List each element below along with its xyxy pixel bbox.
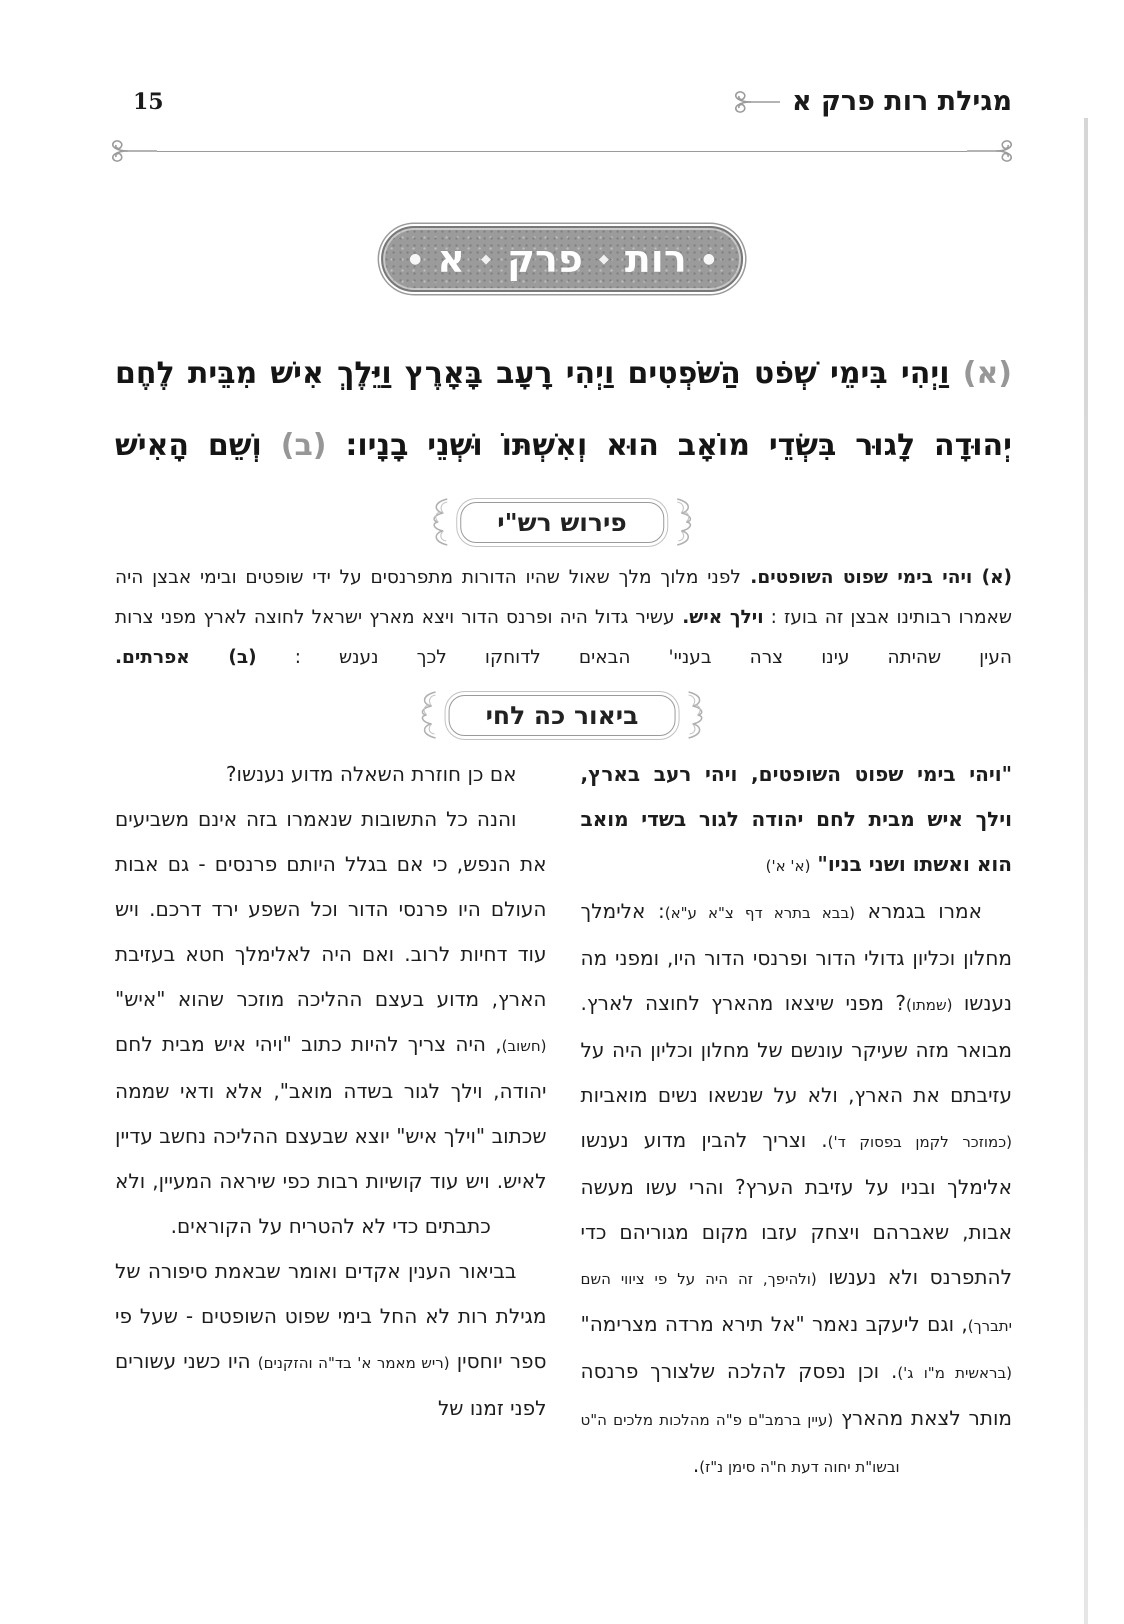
commentary-columns bbox=[115, 752, 1012, 1490]
divider-rule bbox=[157, 151, 967, 152]
biur-badge-title: ביאור כה לחי bbox=[449, 695, 676, 736]
plaque-separator-icon: ◆ bbox=[598, 251, 609, 267]
badge-flourish-icon bbox=[411, 690, 439, 740]
rashi-commentary-text: (א) ויהי בימי שפוט השופטים. לפני מלוך מלך שאול שהיו הדורות מתפרנסים על ידי שופטים ובימי אבצן היה שאמרו רבותינו אבצן זה בועז : וילך איש. עשיר גדול היה ופרנס הדור ויצא מארץ ישראל לחוצה לארץ מפני צרות העין שהיתה עינו צרה בעניי' הבאים לדוחקו לכך נענש : (ב) אפרתים. bbox=[115, 567, 1013, 668]
verse-quote-paragraph: "ויהי בימי שפוט השופטים, ויהי רעב בארץ, וילך איש מבית לחם יהודה לגור בשדי מואב הוא ואשתו ושני בניו" (א' א') bbox=[580, 762, 1012, 876]
commentary-paragraph: והנה כל התשובות שנאמרו בזה אינם משביעים את הנפש, כי אם בגלל היותם פרנסים - גם אבות העולם היו פרנסי הדור וכל השפע ירד דרכם. ויש עוד דחיות לרוב. ואם היה לאלימלך חטא בעזיבת הארץ, מדוע בעצם ההליכה מוזכר שהוא "איש" (חשוב), היה צריך להיות כתוב "ויהי איש מבית לחם יהודה, וילך לגור בשדה מואב", אלא ודאי שממה שכתוב "וילך איש" יוצא שבעצם ההליכה נחשב עדיין לאיש. ויש עוד קושיות רבות כפי שיראה המעיין, ולא כתבתים כדי לא להטריח על הקוראים. bbox=[115, 807, 547, 1238]
rashi-section-badge bbox=[422, 497, 702, 547]
badge-flourish-icon bbox=[685, 690, 713, 740]
plaque-word: א bbox=[437, 237, 465, 281]
rashi-badge-title: פירוש רש"י bbox=[460, 502, 664, 543]
scroll-ornament-right-icon bbox=[967, 138, 1029, 164]
badge-flourish-icon bbox=[674, 497, 702, 547]
commentary-paragraph: אמרו בגמרא (בבא בתרא דף צ"א ע"א): אלימלך מחלון וכליון גדולי הדור ופרנסי הדור היו, ומפני מה נענשו (שמתו)? מפני שיצאו מהארץ לחוצה לארץ. מבואר מזה שעיקר עונשם של מחלון וכליון היה על עזיבתם את הארץ, ולא על שנשאו נשים מואביות (כמוזכר לקמן בפסוק ד'). וצריך להבין מדוע נענשו אלימלך ובניו על עזיבת הערץ? והרי עשו מעשה אבות, שאברהם ויצחק עזבו מקום מגוריהם כדי להתפרנס ולא נענשו (ולהיפך, זה היה על פי ציווי השם יתברך), וגם ליעקב נאמר "אל תירא מרדה מצרימה" (בראשית מ"ו ג'). וכן נפסק להלכה שלצורך פרנסה מותר לצאת מהארץ (עיין ברמב"ם פ"ה מהלכות מלכים ה"ט ובשו"ת יחוה דעת ח"ה סימן נ"ז). bbox=[580, 899, 1013, 1477]
verse-text: (א) וַיְהִי בִּימֵי שְׁפֹט הַשֹּׁפְטִים וַיְהִי רָעָב בָּאָרֶץ וַיֵּלֶךְ אִישׁ מִבֵּית לֶחֶם יְהוּדָה לָגוּר בִּשְׂדֵי מוֹאָב הוּא וְאִשְׁתּוֹ וּשְׁנֵי בָנָיו: (ב) וְשֵׁם הָאִישׁ bbox=[115, 356, 1012, 463]
plaque-end-dot: ● bbox=[702, 251, 715, 267]
page-number: 15 bbox=[133, 88, 164, 115]
plaque-word: רות bbox=[624, 237, 687, 281]
commentary-paragraph: אם כן חוזרת השאלה מדוע נענשו? bbox=[225, 762, 517, 786]
scroll-ornament-left-icon bbox=[95, 138, 157, 164]
badge-flourish-icon bbox=[422, 497, 450, 547]
column-left bbox=[115, 752, 547, 1490]
running-head-title: מגילת רות פרק א bbox=[791, 86, 1012, 117]
page-header bbox=[133, 86, 1012, 117]
running-head bbox=[718, 86, 1012, 117]
scan-edge-artifact bbox=[1084, 118, 1088, 1624]
ornamental-divider bbox=[95, 138, 1029, 164]
plaque-word: פרק bbox=[506, 237, 583, 281]
plaque-end-dot: ● bbox=[409, 251, 422, 267]
plaque-separator-icon: ◆ bbox=[480, 251, 491, 267]
header-flourish-icon bbox=[718, 89, 780, 115]
biur-section-badge bbox=[411, 690, 714, 740]
column-right bbox=[581, 752, 1013, 1490]
chapter-title-plaque bbox=[381, 226, 743, 292]
commentary-paragraph: בביאור הענין אקדים ואומר שבאמת סיפורה של מגילת רות לא החל בימי שפוט השופטים - שעל פי ספר יוחסין (ריש מאמר א' בד"ה והזקנים) היו כשני עשורים לפני זמנו של bbox=[115, 1259, 547, 1420]
